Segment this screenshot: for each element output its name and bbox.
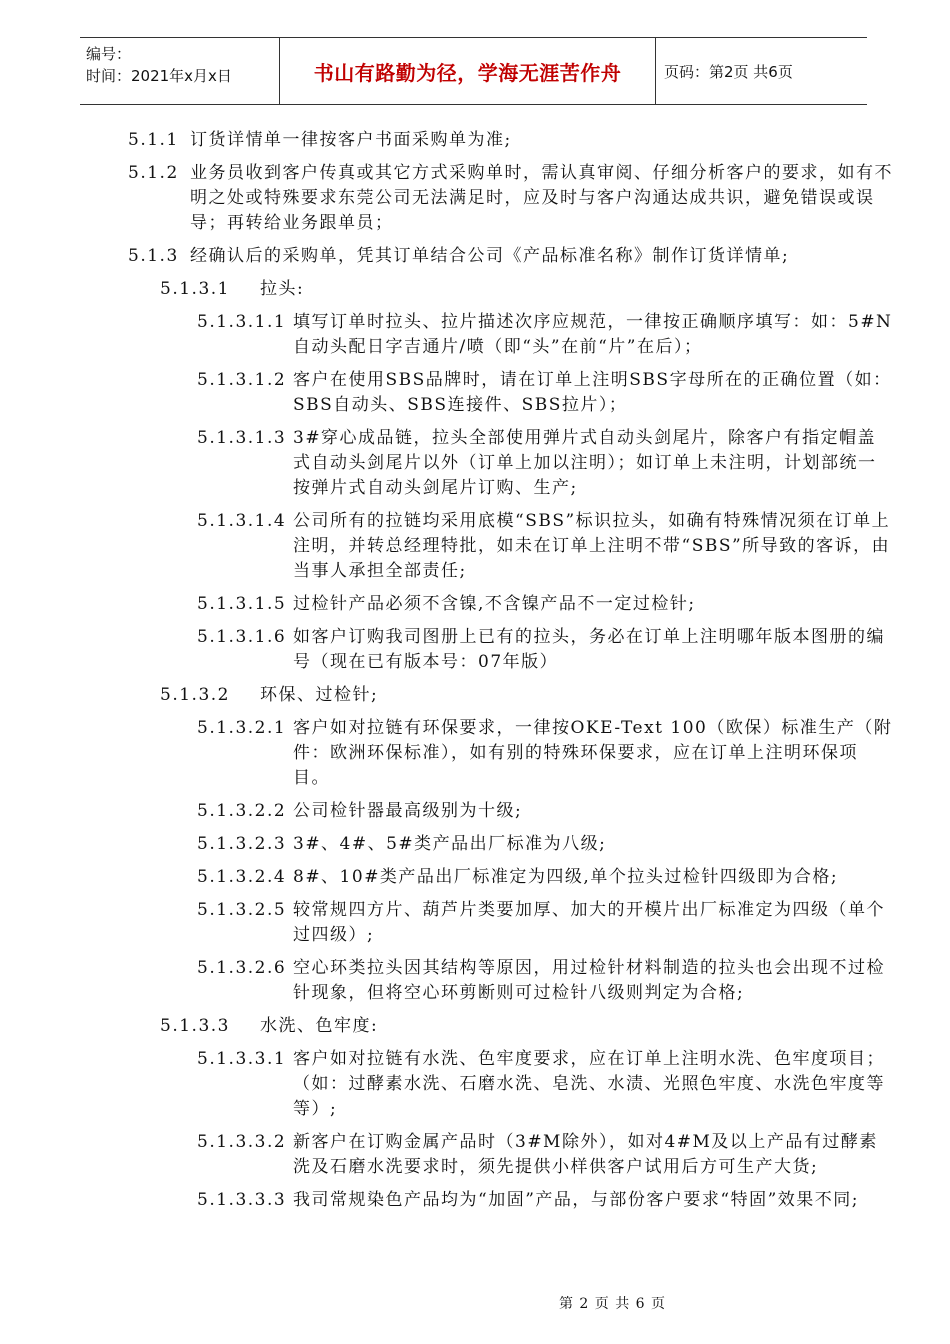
clause-text: 订货详情单一律按客户书面采购单为准; xyxy=(190,130,512,150)
clause-text: 过检针产品必须不含镍,不含镍产品不一定过检针; xyxy=(293,594,696,614)
clause-number: 5.1.3 xyxy=(128,246,179,266)
clause-text: 我司常规染色产品均为“加固”产品，与部份客户要求“特固”效果不同; xyxy=(293,1190,859,1210)
clause-5-1-3 xyxy=(0,244,950,269)
header-motto: 书山有路勤为径，学海无涯苦作舟 xyxy=(280,38,656,104)
clause-5-1-3-1-4 xyxy=(0,509,950,584)
clause-text: 环保、过检针; xyxy=(260,685,379,705)
clause-text: 3#穿心成品链，拉头全部使用弹片式自动头剑尾片，除客户有指定帽盖式自动头剑尾片以外（订单上加以注明）；如订单上未注明，计划部统一按弹片式自动头剑尾片订购、生产; xyxy=(293,428,877,498)
clause-number: 5.1.3.3.2 xyxy=(197,1132,287,1152)
clause-5-1-3-2 xyxy=(0,683,950,708)
clause-5-1-3-1-6 xyxy=(0,625,950,675)
header-meta xyxy=(80,38,280,104)
clause-number: 5.1.3.1.1 xyxy=(197,312,287,332)
date-label: 时间：2021年x月x日 xyxy=(86,67,232,85)
page-header xyxy=(80,37,867,105)
clause-5-1-3-1-5 xyxy=(0,592,950,617)
clause-5-1-3-1-1 xyxy=(0,310,950,360)
clause-number: 5.1.3.3.1 xyxy=(197,1049,287,1069)
clause-number: 5.1.3.1 xyxy=(160,279,230,299)
clause-5-1-3-3-2 xyxy=(0,1130,950,1180)
clause-text: 8#、10#类产品出厂标准定为四级,单个拉头过检针四级即为合格; xyxy=(293,867,839,887)
clause-5-1-3-3-1 xyxy=(0,1047,950,1122)
clause-text: 3#、4#、5#类产品出厂标准为八级; xyxy=(293,834,607,854)
clause-text: 新客户在订购金属产品时（3#M除外），如对4#M及以上产品有过酵素洗及石磨水洗要求时，须先提供小样供客户试用后方可生产大货; xyxy=(293,1132,878,1177)
clause-5-1-3-2-6 xyxy=(0,956,950,1006)
clause-number: 5.1.3.1.5 xyxy=(197,594,287,614)
clause-text: 空心环类拉头因其结构等原因，用过检针材料制造的拉头也会出现不过检针现象，但将空心环剪断则可过检针八级则判定为合格; xyxy=(293,958,885,1003)
clause-text: 经确认后的采购单，凭其订单结合公司《产品标准名称》制作订货详情单; xyxy=(190,246,790,266)
clause-text: 拉头: xyxy=(260,279,305,299)
clause-number: 5.1.3.2.6 xyxy=(197,958,287,978)
clause-number: 5.1.3.3 xyxy=(160,1016,230,1036)
clause-text: 客户在使用SBS品牌时，请在订单上注明SBS字母所在的正确位置（如：SBS自动头、SBS连接件、SBS拉片）； xyxy=(293,370,892,415)
clause-text: 业务员收到客户传真或其它方式采购单时，需认真审阅、仔细分析客户的要求，如有不明之处或特殊要求东莞公司无法满足时，应及时与客户沟通达成共识，避免错误或误导；再转给业务跟单员； xyxy=(190,163,893,233)
code-label: 编号： xyxy=(86,45,132,63)
clause-5-1-3-1-3 xyxy=(0,426,950,501)
page-footer: 第 2 页 共 6 页 xyxy=(558,1296,667,1312)
header-page-info: 页码：第2页 共6页 xyxy=(664,62,793,81)
clause-5-1-2 xyxy=(0,161,950,236)
clause-5-1-3-2-2 xyxy=(0,799,950,824)
clause-number: 5.1.3.1.6 xyxy=(197,627,287,647)
document-body xyxy=(0,128,950,1221)
clause-text: 填写订单时拉头、拉片描述次序应规范，一律按正确顺序填写：如：5#N自动头配日字吉通片/喷（即“头”在前“片”在后）； xyxy=(293,312,893,357)
clause-text: 公司检针器最高级别为十级; xyxy=(293,801,523,821)
clause-number: 5.1.3.2.4 xyxy=(197,867,287,887)
clause-number: 5.1.1 xyxy=(128,130,179,150)
clause-number: 5.1.3.2 xyxy=(160,685,230,705)
clause-5-1-3-2-5 xyxy=(0,898,950,948)
clause-text: 客户如对拉链有水洗、色牢度要求，应在订单上注明水洗、色牢度项目；（如：过酵素水洗、石磨水洗、皂洗、水渍、光照色牢度、水洗色牢度等等）; xyxy=(293,1049,885,1119)
clause-text: 较常规四方片、葫芦片类要加厚、加大的开模片出厂标准定为四级（单个过四级）; xyxy=(293,900,885,945)
clause-number: 5.1.3.1.3 xyxy=(197,428,287,448)
clause-number: 5.1.2 xyxy=(128,163,179,183)
clause-5-1-3-2-4 xyxy=(0,865,950,890)
clause-number: 5.1.3.2.3 xyxy=(197,834,287,854)
clause-number: 5.1.3.2.1 xyxy=(197,718,287,738)
clause-text: 客户如对拉链有环保要求，一律按OKE-Text 100（欧保）标准生产（附件：欧洲环保标准），如有别的特殊环保要求，应在订单上注明环保项目。 xyxy=(293,718,893,788)
clause-5-1-3-3 xyxy=(0,1014,950,1039)
clause-number: 5.1.3.2.2 xyxy=(197,801,287,821)
clause-5-1-3-1 xyxy=(0,277,950,302)
clause-5-1-3-2-3 xyxy=(0,832,950,857)
clause-5-1-1 xyxy=(0,128,950,153)
clause-text: 公司所有的拉链均采用底模“SBS”标识拉头，如确有特殊情况须在订单上注明，并转总经理特批，如未在订单上注明不带“SBS”所导致的客诉，由当事人承担全部责任; xyxy=(293,511,891,581)
clause-number: 5.1.3.1.2 xyxy=(197,370,287,390)
clause-number: 5.1.3.2.5 xyxy=(197,900,287,920)
clause-5-1-3-3-3 xyxy=(0,1188,950,1213)
clause-5-1-3-2-1 xyxy=(0,716,950,791)
clause-text: 水洗、色牢度: xyxy=(260,1016,379,1036)
clause-number: 5.1.3.1.4 xyxy=(197,511,287,531)
clause-text: 如客户订购我司图册上已有的拉头，务必在订单上注明哪年版本图册的编号（现在已有版本号：07年版） xyxy=(293,627,885,672)
clause-5-1-3-1-2 xyxy=(0,368,950,418)
clause-number: 5.1.3.3.3 xyxy=(197,1190,287,1210)
